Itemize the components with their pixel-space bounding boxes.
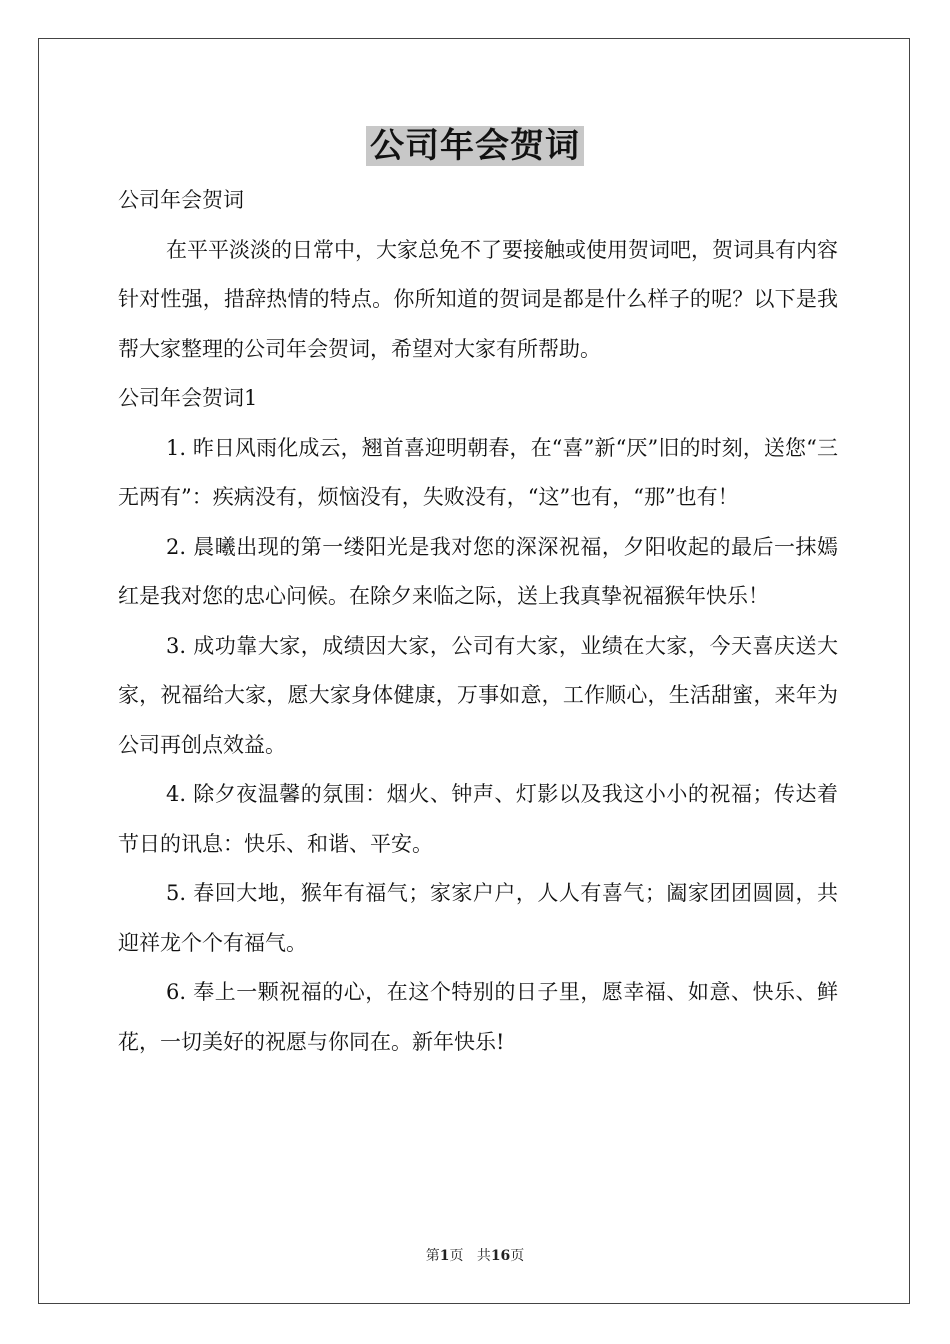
page-footer — [0, 1246, 950, 1266]
total-page-count: 16 — [490, 1248, 511, 1264]
greeting-item-6: 6. 奉上一颗祝福的心，在这个特别的日子里，愿幸福、如意、快乐、鲜花，一切美好的祝愿与你同在。新年快乐! — [118, 980, 838, 1054]
footer-total-suffix: 页 — [510, 1248, 525, 1264]
document-title — [0, 122, 950, 170]
section-heading: 公司年会贺词1 — [118, 386, 258, 410]
greeting-item-3: 3. 成功靠大家，成绩因大家，公司有大家，业绩在大家，今天喜庆送大家，祝福给大家，愿大家身体健康，万事如意，工作顺心，生活甜蜜，来年为公司再创点效益。 — [118, 633, 838, 757]
title-text: 公司年会贺词 — [366, 126, 584, 166]
footer-page-suffix: 页 — [449, 1248, 464, 1264]
footer-total-prefix: 共 — [476, 1248, 491, 1264]
greeting-item-1: 1. 昨日风雨化成云，翘首喜迎明朝春，在“喜”新“厌”旧的时刻，送您“三无两有”：疾病没有，烦恼没有，失败没有，“这”也有，“那”也有！ — [118, 435, 838, 509]
footer-prefix: 第 — [425, 1248, 440, 1264]
document-body — [118, 176, 838, 1067]
greeting-item-5: 5. 春回大地，猴年有福气；家家户户，人人有喜气；阖家团团圆圆，共迎祥龙个个有福气。 — [118, 881, 838, 955]
greeting-item-2: 2. 晨曦出现的第一缕阳光是我对您的深深祝福，夕阳收起的最后一抹嫣红是我对您的忠心问候。在除夕来临之际，送上我真挚祝福猴年快乐！ — [118, 534, 838, 608]
subtitle: 公司年会贺词 — [118, 188, 244, 212]
greeting-item-4: 4. 除夕夜温馨的氛围：烟火、钟声、灯影以及我这小小的祝福；传达着节日的讯息：快乐、和谐、平安。 — [118, 782, 838, 856]
intro-paragraph: 在平平淡淡的日常中，大家总免不了要接触或使用贺词吧，贺词具有内容针对性强，措辞热情的特点。你所知道的贺词是都是什么样子的呢？以下是我帮大家整理的公司年会贺词，希望对大家有所帮助。 — [118, 237, 838, 361]
current-page-number: 1 — [439, 1248, 450, 1264]
